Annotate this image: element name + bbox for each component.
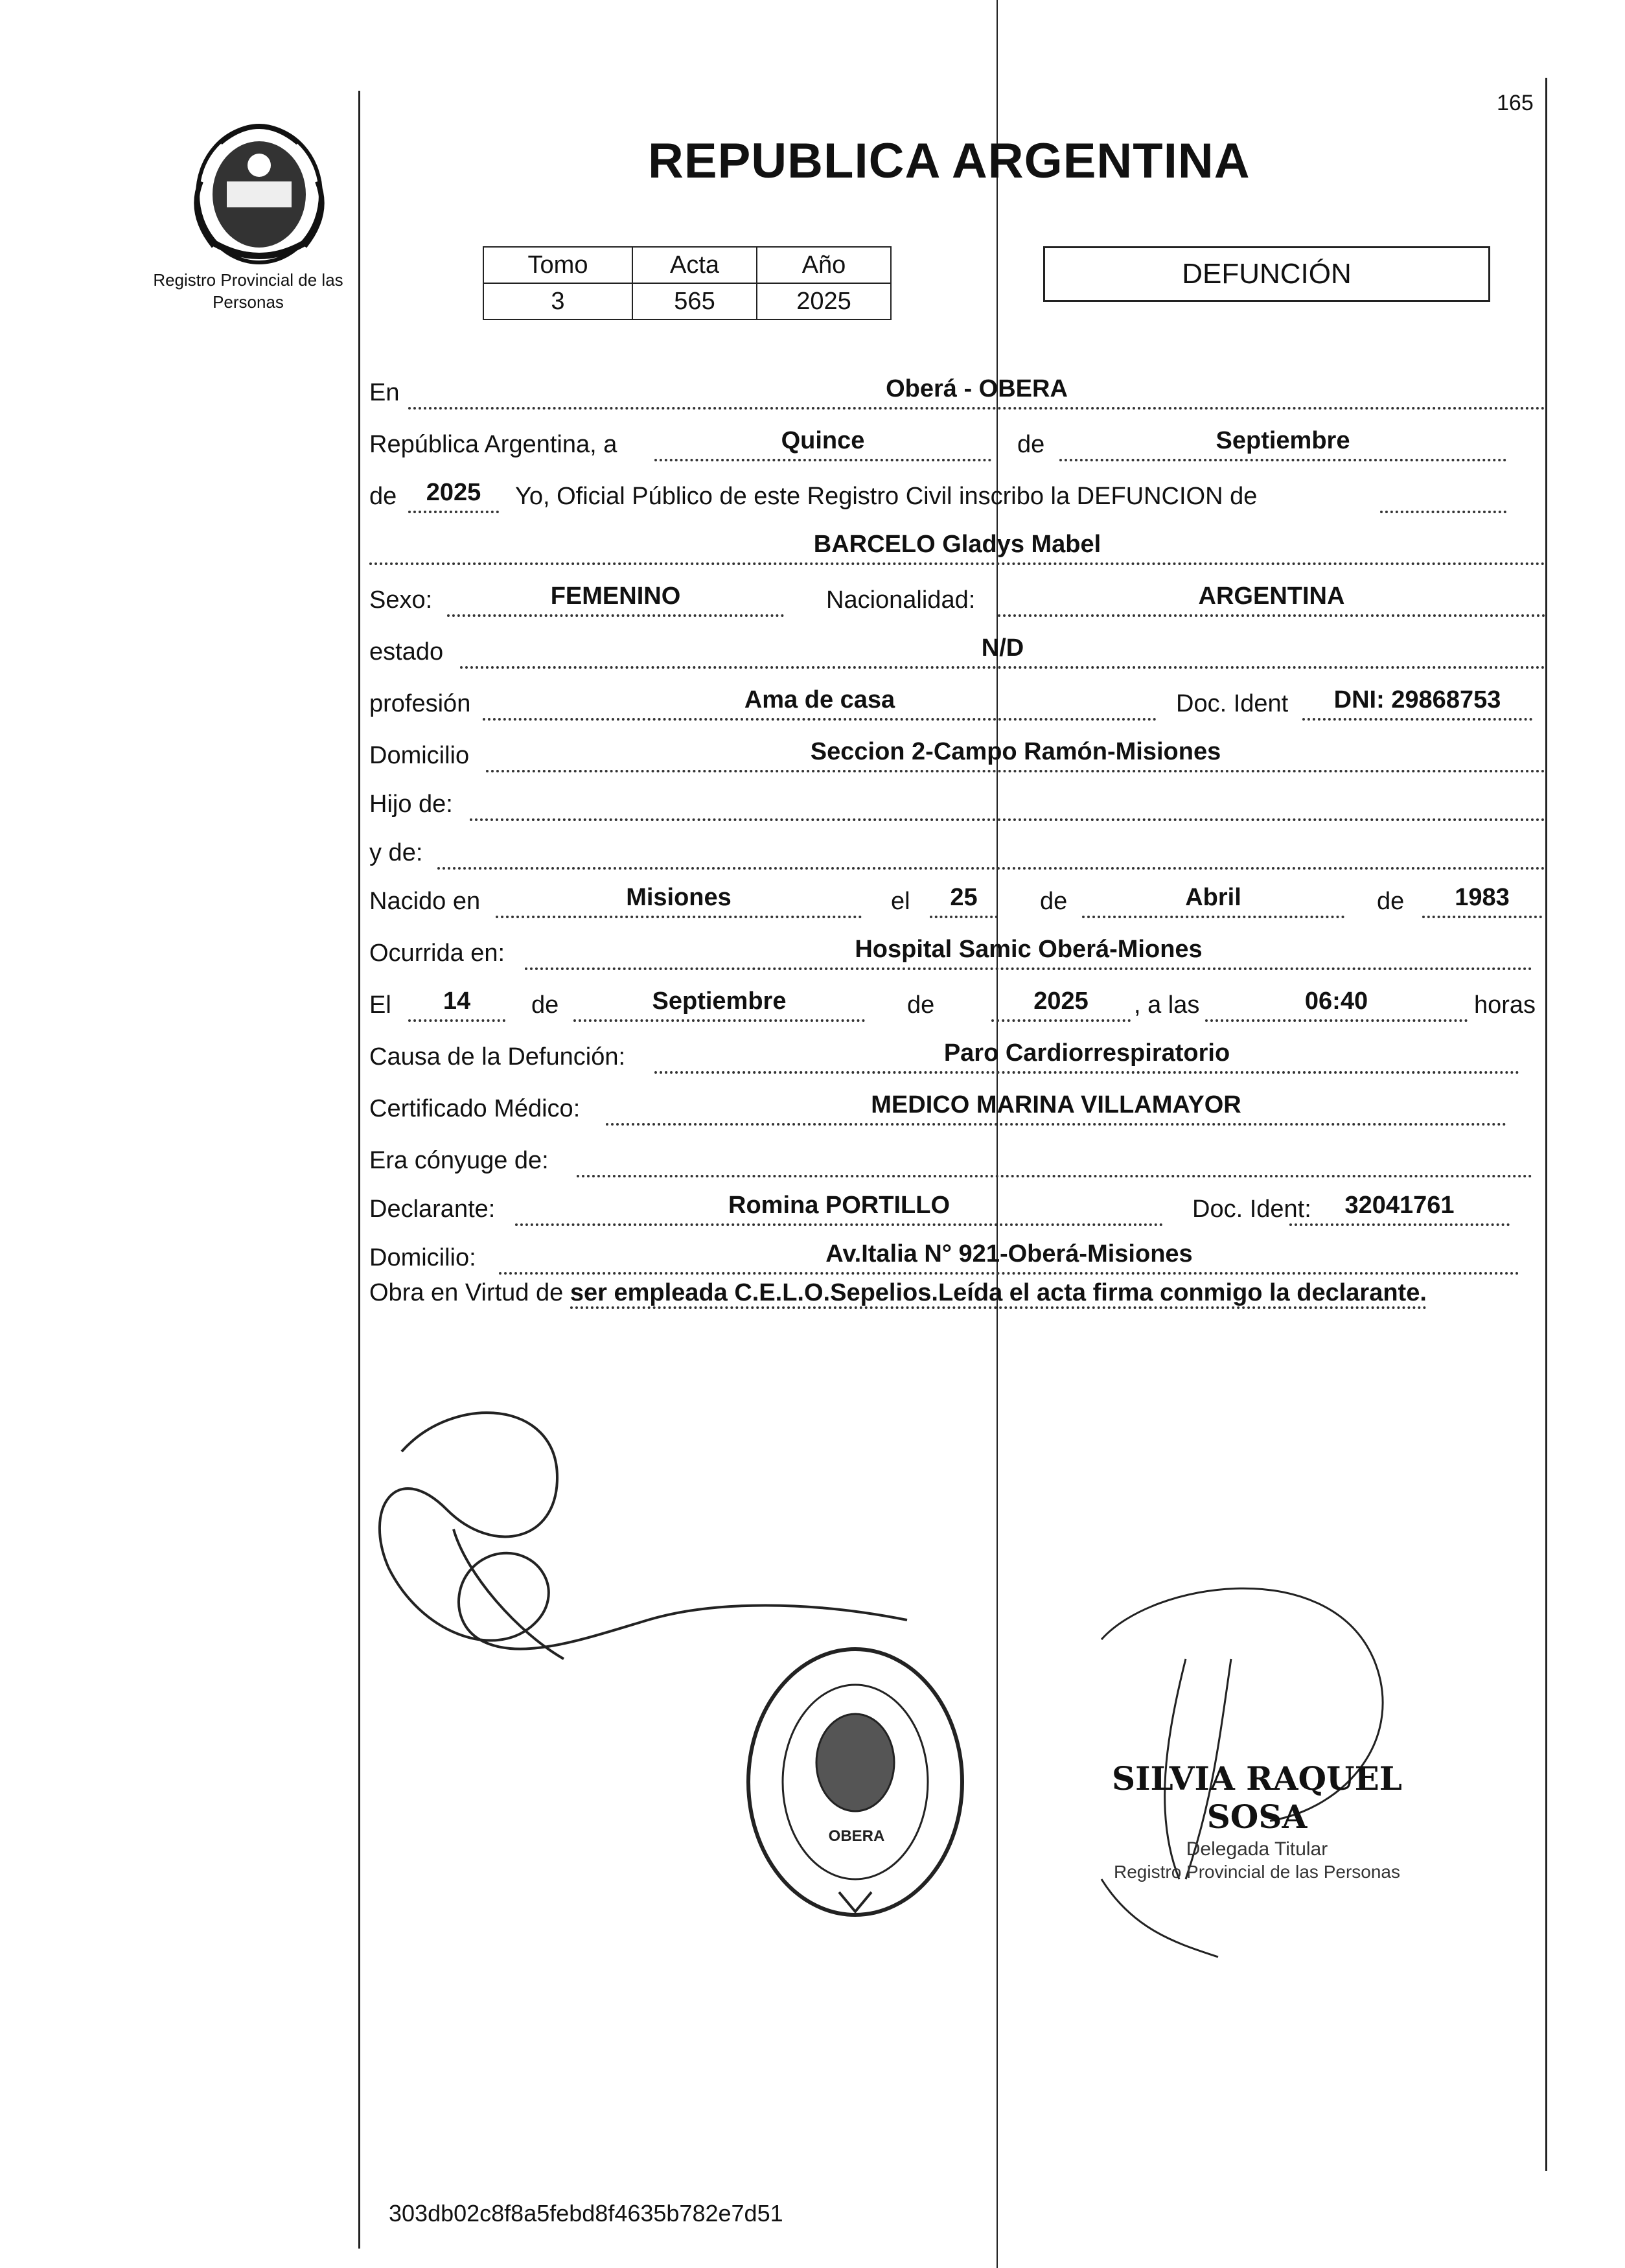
ocurrida-label: Ocurrida en: [369,940,505,967]
nac-dia-value: 25 [950,884,978,911]
nacionalidad-value: ARGENTINA [1198,583,1345,610]
declarante-doc-value: 32041761 [1344,1192,1455,1219]
de-label: de [1377,888,1405,915]
de-label: de [531,991,559,1019]
nacido-label: Nacido en [369,888,481,915]
hijo-label: Hijo de: [369,791,453,818]
y-de-label: y de: [369,839,423,866]
registry-name: Registro Provincial de las Personas [153,270,343,312]
official-stamp [748,1649,962,1915]
nombre-value: BARCELO Gladys Mabel [813,531,1101,558]
nac-mes-value: Abril [1185,884,1241,911]
de-label: de [369,483,397,510]
page-title: REPUBLICA ARGENTINA [648,133,1250,189]
oficial-text: Yo, Oficial Público de este Registro Civil inscribo la DEFUNCION de [515,483,1258,510]
hora-value: 06:40 [1304,988,1368,1015]
obra-label: Obra en Virtud de [369,1279,564,1306]
tomo-value: 3 [483,283,632,319]
def-anio-value: 2025 [1033,988,1089,1015]
conyuge-label: Era cónyuge de: [369,1147,549,1174]
acta-table-header: Tomo [483,247,632,283]
acta-table-header: Acta [632,247,757,283]
declarante-dom-value: Av.Italia N° 921-Oberá-Misiones [825,1240,1193,1267]
declarante-dom-label: Domicilio: [369,1244,476,1271]
ocurrida-value: Hospital Samic Oberá-Miones [855,936,1203,963]
signer-block [1063,1759,1451,1882]
document-hash: 303db02c8f8a5febd8f4635b782e7d51 [389,2200,783,2227]
obra-value: ser empleada C.E.L.O.Sepelios.Leída el acta firma conmigo la declarante. [570,1279,1427,1309]
acta-value: 565 [632,283,757,319]
certificado-value: MEDICO MARINA VILLAMAYOR [871,1091,1241,1118]
signer-role: Delegada Titular [1186,1838,1328,1860]
signer-org: Registro Provincial de las Personas [1114,1862,1400,1882]
de-label: de [1017,431,1045,458]
nacido-value: Misiones [626,884,732,911]
causa-value: Paro Cardiorrespiratorio [943,1039,1230,1067]
mes-value: Septiembre [1216,427,1350,454]
el-label: el [891,888,910,915]
doc-ident-value: DNI: 29868753 [1333,686,1501,713]
declarante-value: Romina PORTILLO [728,1192,950,1219]
acta-table-header: Año [757,247,891,283]
signer-name: SILVIA RAQUEL SOSA [1112,1759,1402,1836]
estado-label: estado [369,638,444,665]
stamp-city: OBERA [828,1827,885,1845]
sexo-value: FEMENINO [550,583,681,610]
acta-type-box: DEFUNCIÓN [1043,246,1490,302]
de-label: de [907,991,935,1019]
republica-label: República Argentina, a [369,431,617,458]
domicilio-label: Domicilio [369,742,470,769]
profesion-label: profesión [369,690,471,717]
de-label: de [1040,888,1068,915]
estado-value: N/D [981,634,1024,662]
en-label: En [369,379,400,406]
declarante-signature [380,1413,907,1659]
anio-value: 2025 [757,283,891,319]
sexo-label: Sexo: [369,586,433,614]
el-label: El [369,991,391,1019]
doc-ident-label: Doc. Ident [1176,690,1289,717]
declarante-label: Declarante: [369,1196,496,1223]
declarante-doc-label: Doc. Ident: [1192,1196,1311,1223]
def-dia-value: 14 [443,988,471,1015]
a-las-label: , a las [1134,991,1200,1019]
causa-label: Causa de la Defunción: [369,1043,626,1070]
profesion-value: Ama de casa [744,686,895,713]
dia-value: Quince [781,427,865,454]
anio-value: 2025 [426,479,481,506]
def-mes-value: Septiembre [652,988,787,1015]
nacionalidad-label: Nacionalidad: [826,586,976,614]
horas-label: horas [1474,991,1536,1019]
certificado-label: Certificado Médico: [369,1095,581,1122]
page-number: 165 [1497,91,1534,115]
domicilio-value: Seccion 2-Campo Ramón-Misiones [810,738,1221,765]
nac-anio-value: 1983 [1455,884,1510,911]
lugar-value: Oberá - OBERA [886,375,1068,402]
